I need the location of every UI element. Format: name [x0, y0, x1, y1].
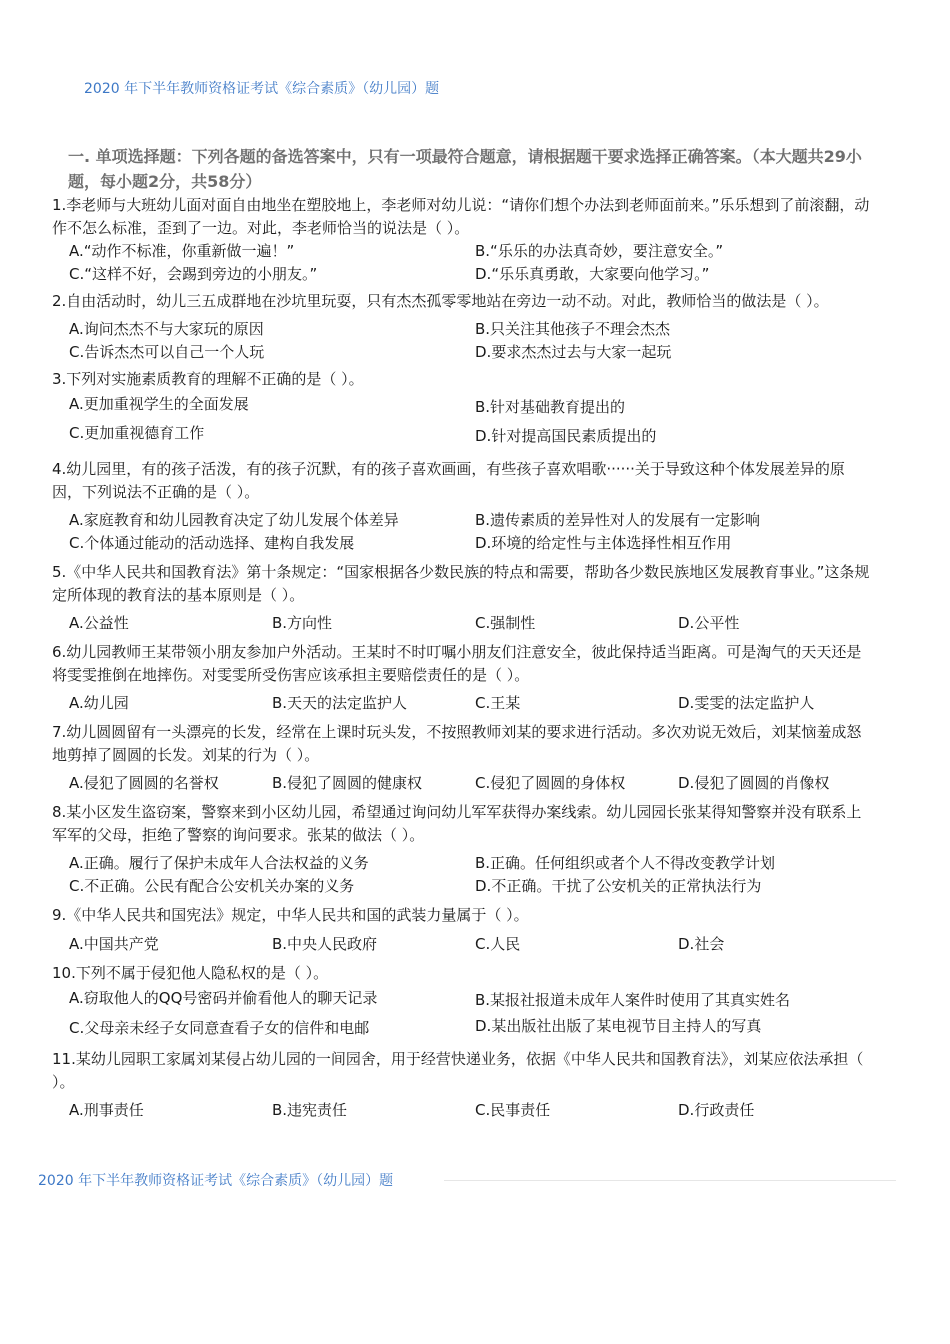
option-d: D.不正确。干扰了公安机关的正常执法行为: [475, 877, 762, 895]
option-grid: [69, 393, 872, 448]
option-b: B.只关注其他孩子不理会杰杰: [475, 320, 671, 338]
option-a: A.家庭教育和幼儿园教育决定了幼儿发展个体差异: [69, 511, 399, 529]
question-list: [52, 194, 872, 1122]
question-8: [52, 801, 872, 898]
option-c: C.告诉杰杰可以自己一个人玩: [69, 343, 265, 361]
option-a: A.询问杰杰不与大家玩的原因: [69, 320, 264, 338]
question-stem: 2.自由活动时，幼儿三五成群地在沙坑里玩耍，只有杰杰孤零零地站在旁边一动不动。对此，教师恰当的做法是（ ）。: [52, 292, 829, 310]
page-footer-title: 2020 年下半年教师资格证考试《综合素质》（幼儿园）题: [38, 1173, 394, 1189]
option-a: A.窃取他人的QQ号密码并偷看他人的聊天记录: [69, 989, 378, 1007]
option-c: C.父母亲未经子女同意查看子女的信件和电邮: [69, 1019, 370, 1037]
option-a: A.公益性: [69, 614, 129, 632]
option-d: D.要求杰杰过去与大家一起玩: [475, 343, 672, 361]
option-grid: [69, 240, 872, 286]
option-b: B.违宪责任: [272, 1101, 348, 1119]
question-stem: 4.幼儿园里，有的孩子活泼，有的孩子沉默，有的孩子喜欢画画，有些孩子喜欢唱歌······关于导致这种个体发展差异的原因，下列说法不正确的是（ ）。: [52, 460, 845, 501]
option-grid: [69, 852, 872, 898]
question-stem: 10.下列不属于侵犯他人隐私权的是（ ）。: [52, 964, 329, 982]
option-b: B.天天的法定监护人: [272, 694, 408, 712]
question-4: [52, 458, 872, 555]
option-grid: [69, 933, 872, 956]
option-b: B.某报社报道未成年人案件时使用了其真实姓名: [475, 991, 791, 1009]
question-7: [52, 721, 872, 795]
option-a: A.中国共产党: [69, 935, 159, 953]
option-b: B.侵犯了圆圆的健康权: [272, 774, 423, 792]
option-d: D.环境的给定性与主体选择性相互作用: [475, 534, 732, 552]
option-c: C.民事责任: [475, 1101, 551, 1119]
option-a: A.幼儿园: [69, 694, 129, 712]
option-c: C.人民: [475, 935, 521, 953]
question-stem: 8.某小区发生盗窃案，警察来到小区幼儿园，希望通过询问幼儿军军获得办案线索。幼儿园园长张某得知警察并没有联系上军军的父母，拒绝了警察的询问要求。张某的做法（ ）。: [52, 803, 862, 844]
option-grid: [69, 612, 872, 635]
option-grid: [69, 509, 872, 555]
option-a: A.正确。履行了保护未成年人合法权益的义务: [69, 854, 369, 872]
option-grid: [69, 692, 872, 715]
section-heading: 一. 单项选择题：下列各题的备选答案中，只有一项最符合题意，请根据题干要求选择正确答案。（本大题共29小题，每小题2分，共58分）: [68, 147, 862, 191]
option-grid: [69, 987, 872, 1040]
option-d: D.公平性: [678, 614, 740, 632]
question-10: [52, 962, 872, 1040]
option-c: C.更加重视德育工作: [69, 424, 205, 442]
option-grid: [69, 318, 872, 364]
option-c: C.“这样不好，会踢到旁边的小朋友。”: [69, 265, 318, 283]
footer-divider: [444, 1180, 896, 1181]
option-d: D.行政责任: [678, 1101, 755, 1119]
question-stem: 6.幼儿园教师王某带领小朋友参加户外活动。王某时不时叮嘱小朋友们注意安全，彼此保持适当距离。可是淘气的天天还是将雯雯推倒在地摔伤。对雯雯所受伤害应该承担主要赔偿责任的是（ ）。: [52, 643, 862, 684]
option-b: B.方向性: [272, 614, 333, 632]
option-a: A.刑事责任: [69, 1101, 144, 1119]
option-grid: [69, 1099, 872, 1122]
question-stem: 1.李老师与大班幼儿面对面自由地坐在塑胶地上，李老师对幼儿说：“请你们想个办法到老师面前来。”乐乐想到了前滚翻，动作不怎么标准，歪到了一边。对此，李老师恰当的说法是（ ）。: [52, 196, 870, 237]
option-c: C.不正确。公民有配合公安机关办案的义务: [69, 877, 355, 895]
option-d: D.某出版社出版了某电视节目主持人的写真: [475, 1017, 762, 1035]
option-d: D.“乐乐真勇敢，大家要向他学习。”: [475, 265, 710, 283]
option-c: C.强制性: [475, 614, 536, 632]
option-d: D.侵犯了圆圆的肖像权: [678, 774, 830, 792]
option-a: A.更加重视学生的全面发展: [69, 395, 249, 413]
page-header-title: 2020 年下半年教师资格证考试《综合素质》（幼儿园）题: [84, 81, 440, 97]
option-a: A.“动作不标准，你重新做一遍！”: [69, 242, 295, 260]
option-c: C.个体通过能动的活动选择、建构自我发展: [69, 534, 355, 552]
option-c: C.侵犯了圆圆的身体权: [475, 774, 626, 792]
option-grid: [69, 772, 872, 795]
option-d: D.雯雯的法定监护人: [678, 694, 815, 712]
question-2: [52, 290, 872, 364]
option-b: B.针对基础教育提出的: [475, 398, 626, 416]
option-b: B.“乐乐的办法真奇妙，要注意安全。”: [475, 242, 724, 260]
question-1: [52, 194, 872, 286]
option-a: A.侵犯了圆圆的名誉权: [69, 774, 219, 792]
question-6: [52, 641, 872, 715]
option-b: B.遗传素质的差异性对人的发展有一定影响: [475, 511, 761, 529]
question-5: [52, 561, 872, 635]
question-stem: 5.《中华人民共和国教育法》第十条规定：“国家根据各少数民族的特点和需要，帮助各少数民族地区发展教育事业。”这条规定所体现的教育法的基本原则是（ ）。: [52, 563, 870, 604]
option-b: B.正确。任何组织或者个人不得改变教学计划: [475, 854, 776, 872]
option-d: D.社会: [678, 935, 725, 953]
question-stem: 3.下列对实施素质教育的理解不正确的是（ ）。: [52, 370, 364, 388]
question-stem: 9.《中华人民共和国宪法》规定，中华人民共和国的武装力量属于（ ）。: [52, 906, 529, 924]
option-d: D.针对提高国民素质提出的: [475, 427, 657, 445]
option-c: C.王某: [475, 694, 521, 712]
question-11: [52, 1048, 872, 1122]
option-b: B.中央人民政府: [272, 935, 378, 953]
question-stem: 7.幼儿圆圆留有一头漂亮的长发，经常在上课时玩头发，不按照教师刘某的要求进行活动。多次劝说无效后，刘某恼羞成怒地剪掉了圆圆的长发。刘某的行为（ ）。: [52, 723, 862, 764]
question-3: [52, 368, 872, 448]
question-9: [52, 904, 872, 956]
question-stem: 11.某幼儿园职工家属刘某侵占幼儿园的一间园舍，用于经营快递业务，依据《中华人民共和国教育法》，刘某应依法承担（ ）。: [52, 1050, 864, 1091]
